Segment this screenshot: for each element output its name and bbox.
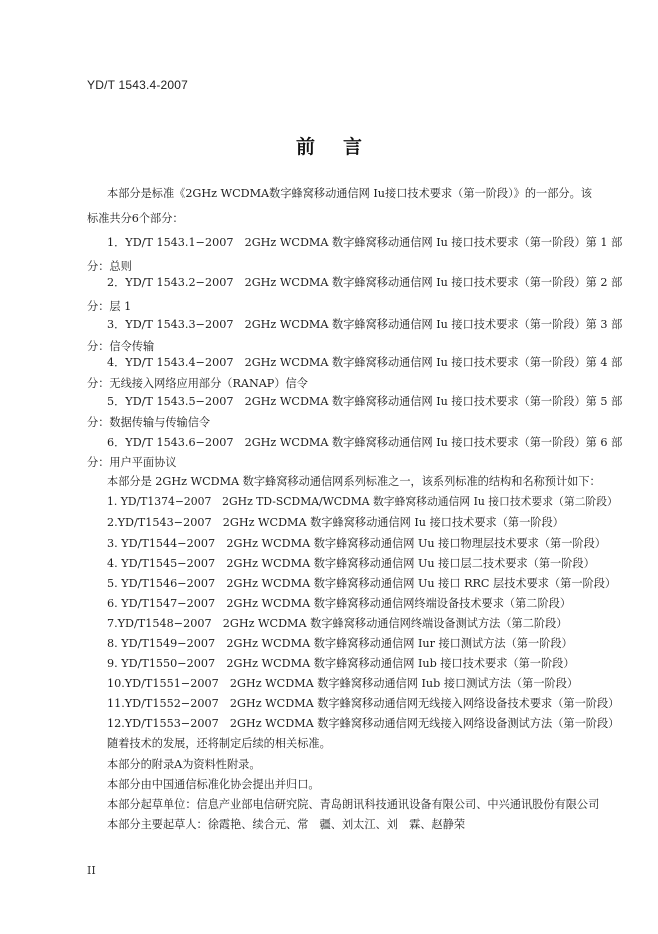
body-line: 随着技术的发展，还将制定后续的相关标准。 (107, 737, 331, 750)
body-line: 5. YD/T1546−2007 2GHz WCDMA 数字蜂窝移动通信网 Uu 接口 RRC 层技术要求（第一阶段） (107, 577, 617, 590)
body-line: 本部分的附录A为资料性附录。 (107, 758, 261, 771)
body-line: 12.YD/T1553−2007 2GHz WCDMA 数字蜂窝移动通信网无线接入网络设备测试方法（第一阶段） (107, 717, 620, 730)
page-title: 前言 (295, 136, 390, 158)
body-line: 5．YD/T 1543.5−2007 2GHz WCDMA 数字蜂窝移动通信网 Iu 接口技术要求（第一阶段）第 5 部 (107, 395, 623, 408)
body-line: 4．YD/T 1543.4−2007 2GHz WCDMA 数字蜂窝移动通信网 Iu 接口技术要求（第一阶段）第 4 部 (107, 356, 623, 369)
body-line: 本部分由中国通信标准化协会提出并归口。 (107, 778, 320, 791)
body-line: 分：数据传输与传输信令 (87, 416, 211, 429)
body-line: 本部分是 2GHz WCDMA 数字蜂窝移动通信网系列标准之一，该系列标准的结构和名称预计如下： (107, 475, 601, 488)
body-line: 3．YD/T 1543.3−2007 2GHz WCDMA 数字蜂窝移动通信网 Iu 接口技术要求（第一阶段）第 3 部 (107, 318, 623, 331)
page-number: II (87, 864, 96, 877)
body-line: 分：用户平面协议 (87, 456, 177, 469)
body-line: 本部分起草单位：信息产业部电信研究院、青岛朗讯科技通讯设备有限公司、中兴通讯股份有限公司 (107, 798, 600, 811)
document-code-header: YD/T 1543.4-2007 (87, 78, 189, 92)
body-line: 2.YD/T1543−2007 2GHz WCDMA 数字蜂窝移动通信网 Iu 接口技术要求（第一阶段） (107, 516, 564, 529)
body-line: 2．YD/T 1543.2−2007 2GHz WCDMA 数字蜂窝移动通信网 Iu 接口技术要求（第一阶段）第 2 部 (107, 276, 623, 289)
body-line: 8. YD/T1549−2007 2GHz WCDMA 数字蜂窝移动通信网 Iur 接口测试方法（第一阶段） (107, 637, 573, 650)
body-line: 本部分主要起草人：徐霞艳、续合元、常 疆、刘太江、刘 霖、赵静荣 (107, 818, 466, 831)
body-line: 11.YD/T1552−2007 2GHz WCDMA 数字蜂窝移动通信网无线接入网络设备技术要求（第一阶段） (107, 697, 620, 710)
body-line: 本部分是标准《2GHz WCDMA数字蜂窝移动通信网 Iu接口技术要求（第一阶段）》的一部分。该 (107, 187, 592, 200)
body-line: 1．YD/T 1543.1−2007 2GHz WCDMA 数字蜂窝移动通信网 Iu 接口技术要求（第一阶段）第 1 部 (107, 236, 623, 249)
body-line: 1. YD/T1374−2007 2GHz TD-SCDMA/WCDMA 数字蜂窝移动通信网 Iu 接口技术要求（第二阶段） (107, 495, 618, 508)
body-line: 10.YD/T1551−2007 2GHz WCDMA 数字蜂窝移动通信网 Iub 接口测试方法（第一阶段） (107, 677, 579, 690)
body-line: 4. YD/T1545−2007 2GHz WCDMA 数字蜂窝移动通信网 Uu 接口层二技术要求（第一阶段） (107, 557, 595, 570)
body-line: 分：总则 (87, 260, 132, 273)
body-line: 6. YD/T1547−2007 2GHz WCDMA 数字蜂窝移动通信网终端设备技术要求（第二阶段） (107, 597, 572, 610)
body-line: 分：无线接入网络应用部分（RANAP）信令 (87, 377, 308, 390)
body-line: 分：信令传输 (87, 340, 155, 353)
body-line: 6．YD/T 1543.6−2007 2GHz WCDMA 数字蜂窝移动通信网 Iu 接口技术要求（第一阶段）第 6 部 (107, 436, 623, 449)
body-line: 9. YD/T1550−2007 2GHz WCDMA 数字蜂窝移动通信网 Iub 接口技术要求（第一阶段） (107, 657, 575, 670)
body-line: 标准共分6个部分： (87, 212, 184, 225)
body-line: 7.YD/T1548−2007 2GHz WCDMA 数字蜂窝移动通信网终端设备测试方法（第二阶段） (107, 617, 568, 630)
body-line: 分：层 1 (87, 300, 132, 313)
body-line: 3. YD/T1544−2007 2GHz WCDMA 数字蜂窝移动通信网 Uu 接口物理层技术要求（第一阶段） (107, 537, 606, 550)
